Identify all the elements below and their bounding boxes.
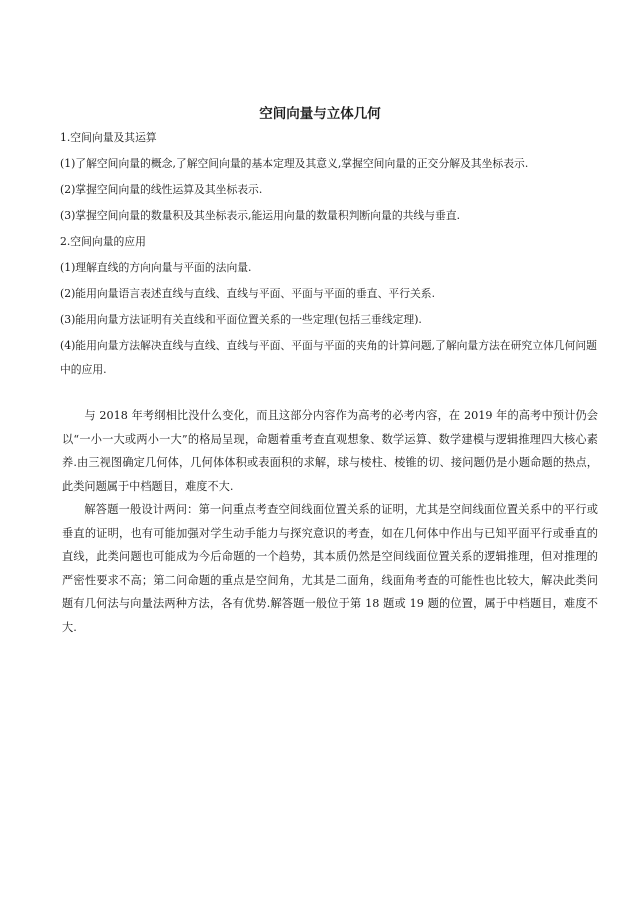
analysis-paragraph: 解答题一般设计两问：第一问重点考查空间线面位置关系的证明，尤其是空间线面位置关系中的平行或垂直的证明，也有可能加强对学生动手能力与探究意识的考查，如在几何体中作出与已知平面平行或垂直的直线，此类问题也可能成为今后命题的一个趋势，其本质仍然是空间线面位置关系的逻辑推理，但对推理的严密性要求不高；第二问命题的重点是空间角，尤其是二面角，线面角考查的可能性也比较大，解决此类问题有几何法与向量法两种方法，各有优势.解答题一般位于第 18 题或 19 题的位置，属于中档题目，难度不大. — [62, 503, 598, 634]
outline-item: (1)了解空间向量的概念,了解空间向量的基本定理及其意义,掌握空间向量的正交分解及其坐标表示. — [60, 157, 529, 170]
outline-item: (4)能用向量方法解决直线与直线、直线与平面、平面与平面的夹角的计算问题,了解向量方法在研究立体几何问题中的应用. — [60, 339, 597, 376]
outline-item: (3)能用向量方法证明有关直线和平面位置关系的一些定理(包括三垂线定理). — [60, 313, 422, 326]
outline-item: (3)掌握空间向量的数量积及其坐标表示,能运用向量的数量积判断向量的共线与垂直. — [60, 209, 461, 222]
outline-heading: 1.空间向量及其运算 — [60, 131, 157, 144]
outline-item: (1)理解直线的方向向量与平面的法向量. — [60, 261, 252, 274]
page-title: 空间向量与立体几何 — [259, 106, 381, 122]
analysis-paragraph: 与 2018 年考纲相比没什么变化，而且这部分内容作为高考的必考内容，在 2019 年的高考中预计仍会以“一小一大或两小一大”的格局呈现，命题着重考查直观想象、数学运算、数学建模与逻辑推理四大核心素养.由三视图确定几何体，几何体体积或表面积的求解，球与棱柱、棱锥的切、接问题仍是小题命题的热点，此类问题属于中档题目，难度不大. — [62, 409, 598, 493]
outline-heading: 2.空间向量的应用 — [60, 235, 146, 248]
outline-item: (2)掌握空间向量的线性运算及其坐标表示. — [60, 183, 263, 196]
outline-item: (2)能用向量语言表述直线与直线、直线与平面、平面与平面的垂直、平行关系. — [60, 287, 436, 300]
syllabus-outline — [60, 130, 600, 392]
analysis-text — [62, 404, 598, 639]
